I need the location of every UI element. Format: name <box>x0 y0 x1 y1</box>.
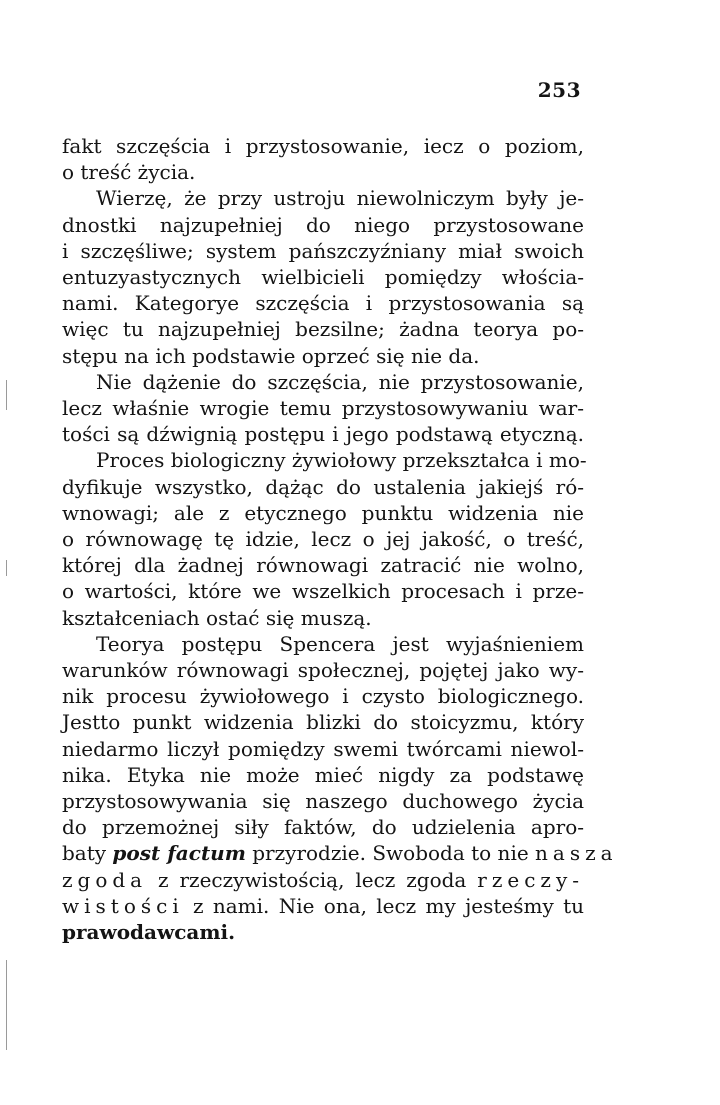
text-line-last: prawodawcami. <box>62 920 236 945</box>
text-line: lecz właśnie wrogie temu przystosowywaniu war- <box>62 396 584 421</box>
text-line: wnowagi; ale z etycznego punktu widzenia nie <box>62 500 584 525</box>
text-line: warunków równowagi społecznej, pojętej jako wy- <box>62 658 584 683</box>
text-line: i szczęśliwe; system pańszczyźniany miał swoich <box>62 238 584 263</box>
text-line: więc tu najzupełniej bezsilne; żadna teorya po- <box>62 317 584 342</box>
scan-edge-mark <box>6 960 7 1050</box>
text-line: tości są dźwignią postępu i jego podstawą etyczną. <box>62 422 584 447</box>
body-text <box>62 133 618 945</box>
text-lines <box>62 133 587 840</box>
page-number: 253 <box>537 78 581 102</box>
text-line: Jestto punkt widzenia blizki do stoicyzmu, który <box>62 710 584 735</box>
text-line: dnostki najzupełniej do niego przystosowane <box>62 212 584 237</box>
text-line: Teorya postępu Spencera jest wyjaśnieniem <box>96 631 584 656</box>
text-line: przystosowywania się naszego duchowego życia <box>62 789 584 814</box>
text-line-wistosci: wistości z nami. Nie ona, lecz my jesteśmy tu <box>62 893 584 918</box>
spaced-word: zgoda <box>62 867 148 892</box>
text-line-post-factum: baty post factum przyrodzie. Swoboda to nie nasza <box>62 841 618 866</box>
text-line: o treść życia. <box>62 160 196 185</box>
spaced-word: wistości <box>62 893 184 918</box>
text-line: fakt szczęścia i przystosowanie, iecz o poziom, <box>62 134 584 158</box>
italic-phrase: post factum <box>112 841 246 866</box>
scan-edge-mark <box>6 380 7 410</box>
scan-edge-mark <box>6 560 7 576</box>
text-line: kształceniach ostać się muszą. <box>62 605 372 630</box>
spaced-word: nasza <box>535 841 618 866</box>
text-line: nik procesu żywiołowego i czysto biologicznego. <box>62 684 584 709</box>
text-line: nika. Etyka nie może mieć nigdy za podstawę <box>62 762 584 787</box>
text-line-zgoda: zgoda z rzeczywistością, lecz zgoda rzeczy- <box>62 867 584 892</box>
text-line: niedarmo liczył pomiędzy swemi twórcami niewol- <box>62 736 584 761</box>
text-line: dyfikuje wszystko, dążąc do ustalenia jakiejś ró- <box>62 474 584 499</box>
text-line: stępu na ich podstawie oprzeć się nie da. <box>62 343 480 368</box>
text-line: entuzyastycznych wielbicieli pomiędzy włościa- <box>62 265 584 290</box>
text-line: Proces biologiczny żywiołowy przekształca i mo- <box>96 448 587 473</box>
text-line: Wierzę, że przy ustroju niewolniczym były je- <box>96 186 584 211</box>
text-line: Nie dążenie do szczęścia, nie przystosowanie, <box>96 369 584 394</box>
text-line: o równowagę tę idzie, lecz o jej jakość, o treść, <box>62 527 584 552</box>
spaced-word: rzeczy- <box>477 867 584 892</box>
text-line: do przemożnej siły faktów, do udzielenia apro- <box>62 815 584 840</box>
text-line: o wartości, które we wszelkich procesach i prze- <box>62 579 584 604</box>
text-line: nami. Kategorye szczęścia i przystosowania są <box>62 291 584 316</box>
text-line: której dla żadnej równowagi zatracić nie wolno, <box>62 553 584 578</box>
